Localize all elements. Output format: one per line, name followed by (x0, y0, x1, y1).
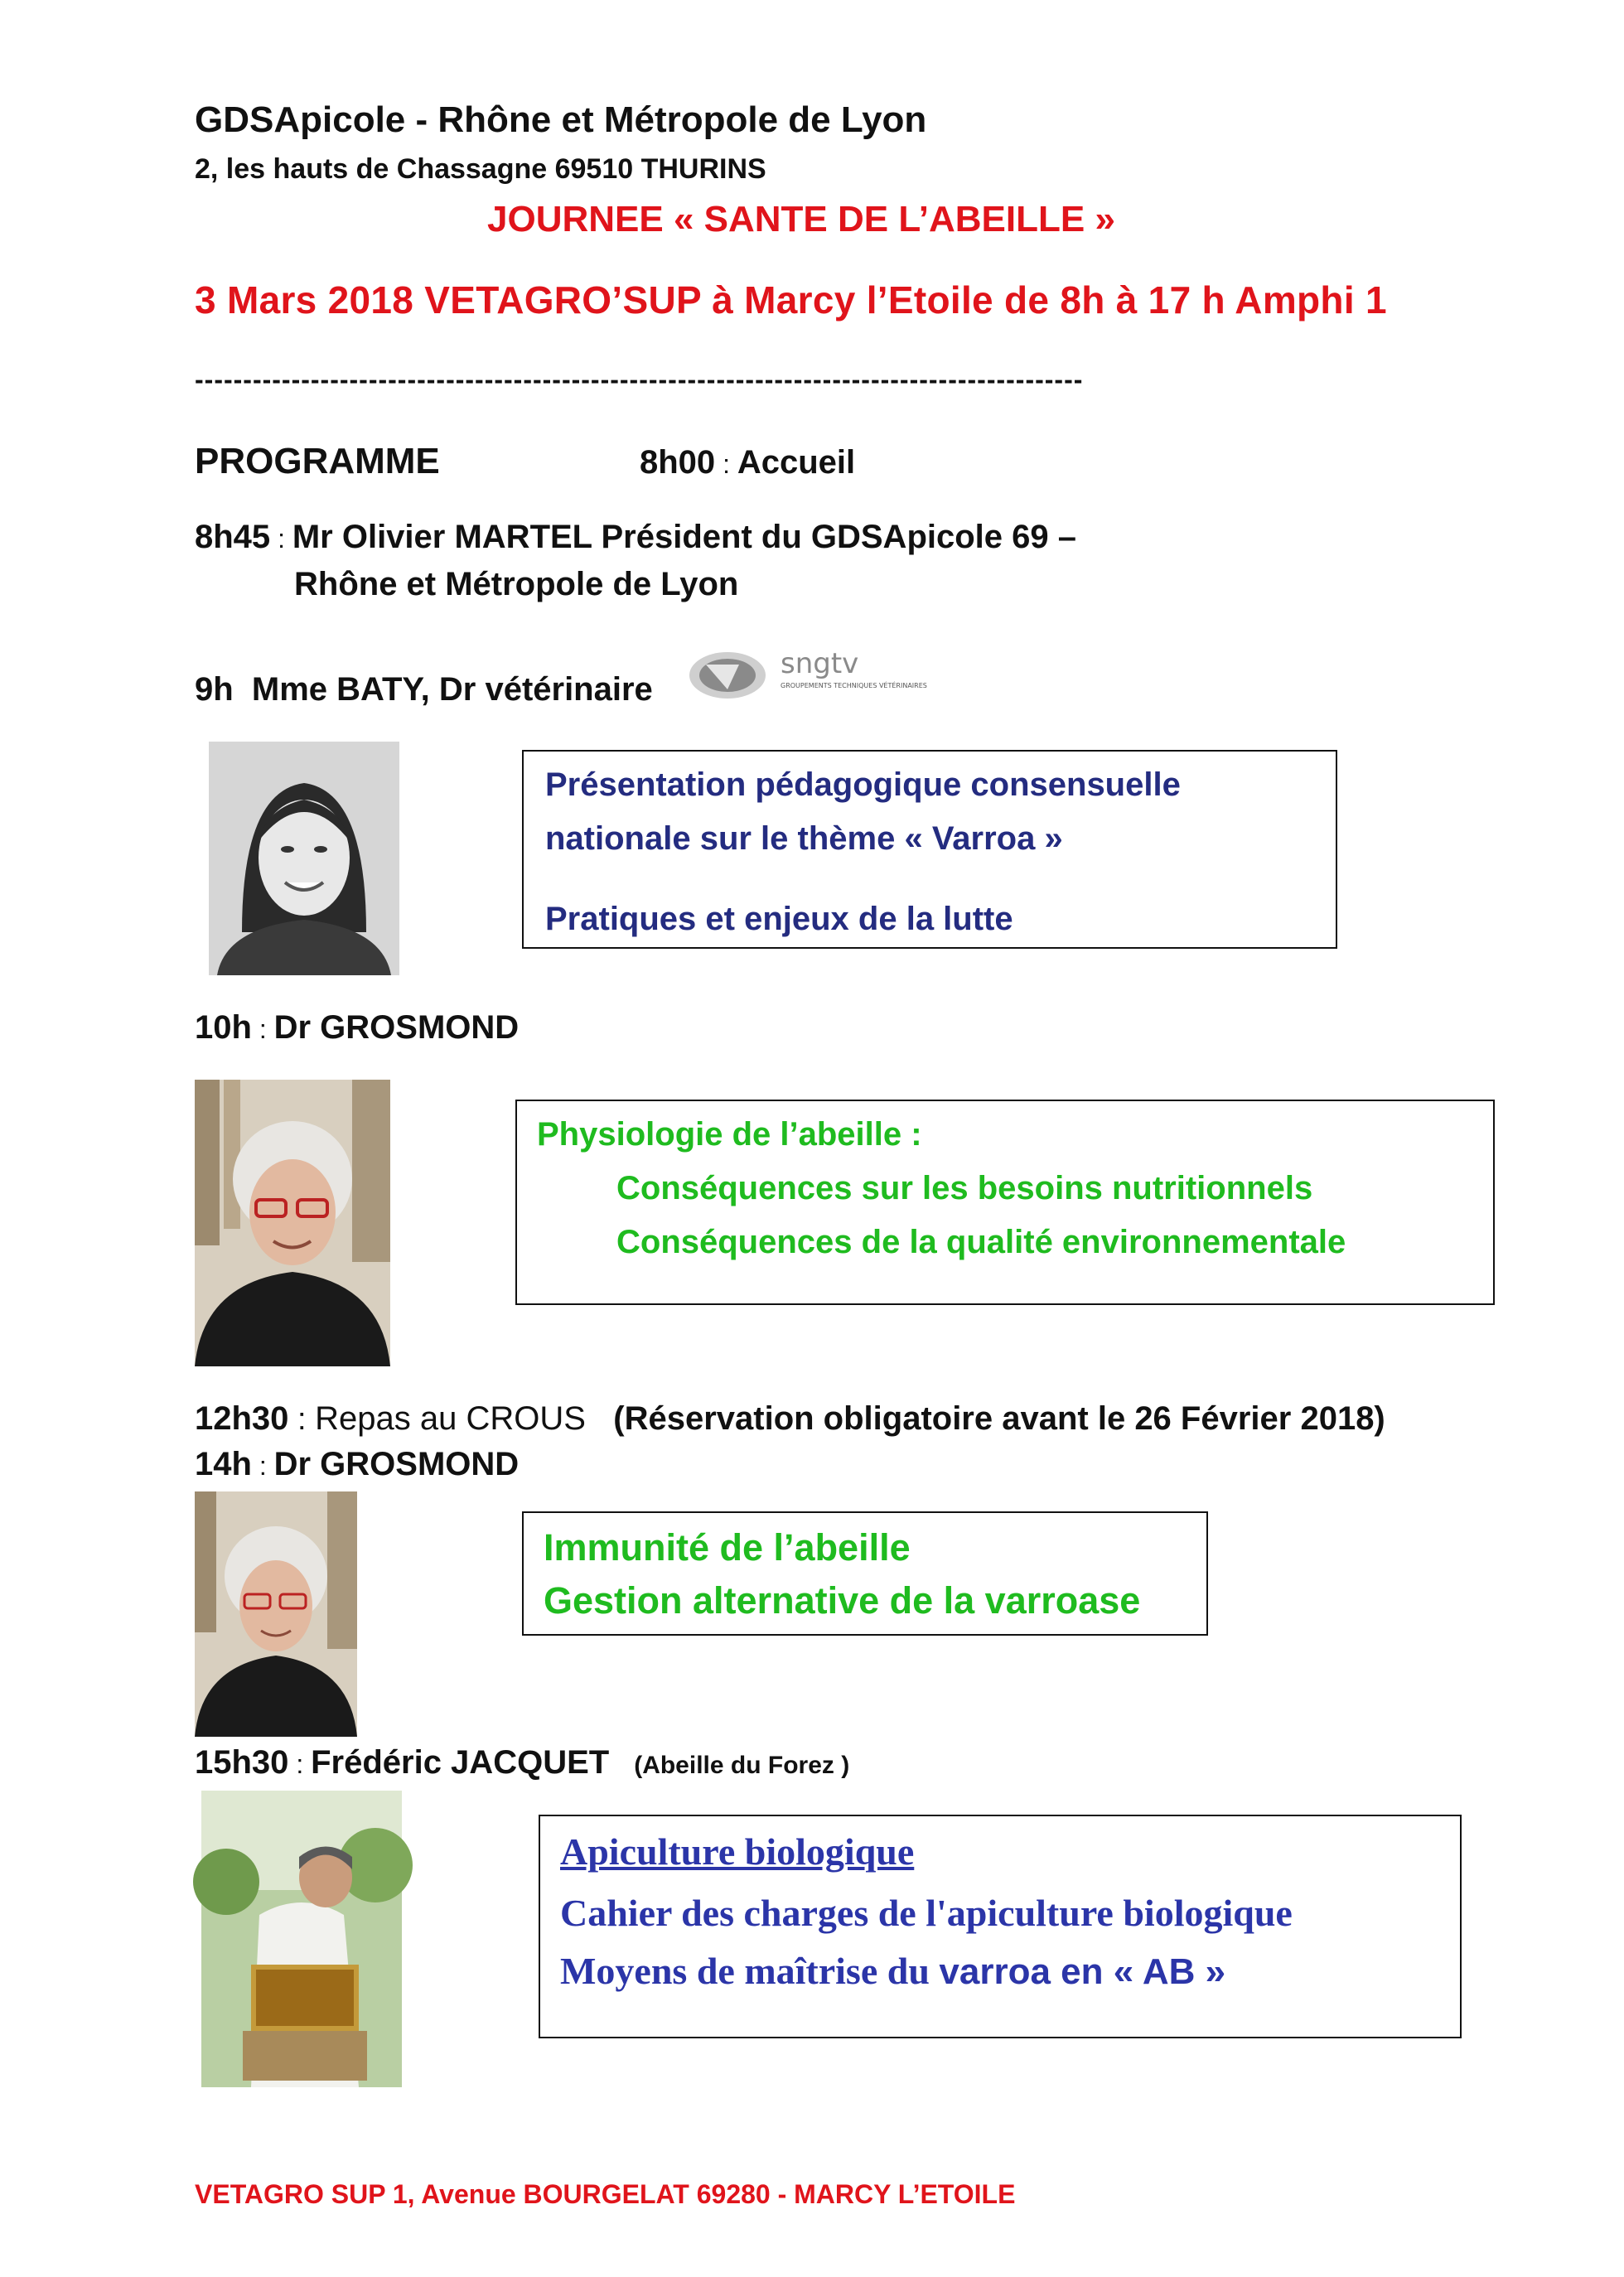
item-time: 14h (195, 1446, 252, 1482)
separator-line: -------------------------------------------------------------------------------------------- (195, 365, 1084, 394)
topic-line: Conséquences de la qualité environnementale (616, 1224, 1346, 1260)
topic-line: nationale sur le thème « Varroa » (545, 820, 1063, 857)
topic-box-immunite (522, 1511, 1208, 1636)
topic-line: Moyens de maîtrise du varroa en « AB » (560, 1950, 1226, 1992)
item-speaker: Dr GROSMOND (273, 1446, 520, 1482)
schedule-item-1000: 10h : Dr GROSMOND (195, 1009, 520, 1046)
speaker-photo-jacquet (201, 1791, 402, 2087)
topic-box-apiculture-bio (539, 1815, 1462, 2038)
schedule-item-1230: 12h30 : Repas au CROUS (Réservation obligatoire avant le 26 Février 2018) (195, 1400, 1385, 1437)
topic-line: Cahier des charges de l'apiculture biologique (560, 1892, 1293, 1934)
item-speaker: Frédéric JACQUET (311, 1744, 610, 1781)
organization-name: GDSApicole - Rhône et Métropole de Lyon (195, 99, 927, 140)
item-time: 9h (195, 671, 234, 708)
speaker-photo-baty (209, 742, 399, 975)
schedule-item-0900 (195, 671, 653, 708)
sngtv-logo (688, 646, 927, 704)
topic-line: Immunité de l’abeille (544, 1526, 911, 1569)
topic-box-varroa (522, 750, 1337, 949)
welcome-item: 8h00 : Accueil (640, 444, 856, 481)
item-note: (Réservation obligatoire avant le 26 Février 2018) (613, 1400, 1385, 1437)
programme-title: PROGRAMME (195, 441, 440, 481)
item-speaker-line2: Rhône et Métropole de Lyon (294, 566, 739, 602)
speaker-photo-grosmond (195, 1080, 390, 1366)
item-time: 12h30 (195, 1400, 289, 1437)
topic-line: Conséquences sur les besoins nutritionnels (616, 1170, 1313, 1206)
item-speaker: Mr Olivier MARTEL Président du GDSApicole 69 – (292, 519, 1076, 555)
item-time: 10h (195, 1009, 252, 1046)
welcome-label: Accueil (737, 444, 856, 481)
speaker-photo-grosmond-2 (195, 1491, 357, 1737)
schedule-item-0845: 8h45 : Mr Olivier MARTEL Président du GDSApicole 69 – (195, 519, 1076, 555)
schedule-item-1530: 15h30 : Frédéric JACQUET (Abeille du Forez ) (195, 1744, 850, 1781)
svg-text:GROUPEMENTS TECHNIQUES VÉTÉRIN: GROUPEMENTS TECHNIQUES VÉTÉRINAIRES (781, 682, 927, 689)
topic-line: Présentation pédagogique consensuelle (545, 766, 1181, 803)
event-title: JOURNEE « SANTE DE L’ABEILLE » (487, 199, 1115, 239)
schedule-item-1400: 14h : Dr GROSMOND (195, 1446, 520, 1482)
organization-address: 2, les hauts de Chassagne 69510 THURINS (195, 153, 766, 185)
item-speaker: Dr GROSMOND (273, 1009, 520, 1046)
item-speaker: Mme BATY, Dr vétérinaire (251, 671, 653, 708)
item-time: 8h45 (195, 519, 271, 555)
event-date-line: 3 Mars 2018 VETAGRO’SUP à Marcy l’Etoile de 8h à 17 h Amphi 1 (195, 278, 1387, 321)
svg-text:sngtv: sngtv (781, 647, 859, 680)
item-affiliation: (Abeille du Forez ) (634, 1752, 850, 1779)
topic-heading: Apiculture biologique (560, 1830, 915, 1873)
topic-box-physiologie (515, 1100, 1495, 1305)
item-label: Repas au CROUS (315, 1400, 586, 1437)
item-time: 15h30 (195, 1744, 289, 1781)
welcome-time: 8h00 (640, 444, 716, 481)
topic-line: Pratiques et enjeux de la lutte (545, 901, 1013, 937)
footer-address: VETAGRO SUP 1, Avenue BOURGELAT 69280 - MARCY L’ETOILE (195, 2179, 1016, 2209)
topic-line: Gestion alternative de la varroase (544, 1579, 1141, 1622)
topic-line: Physiologie de l’abeille : (537, 1116, 922, 1153)
